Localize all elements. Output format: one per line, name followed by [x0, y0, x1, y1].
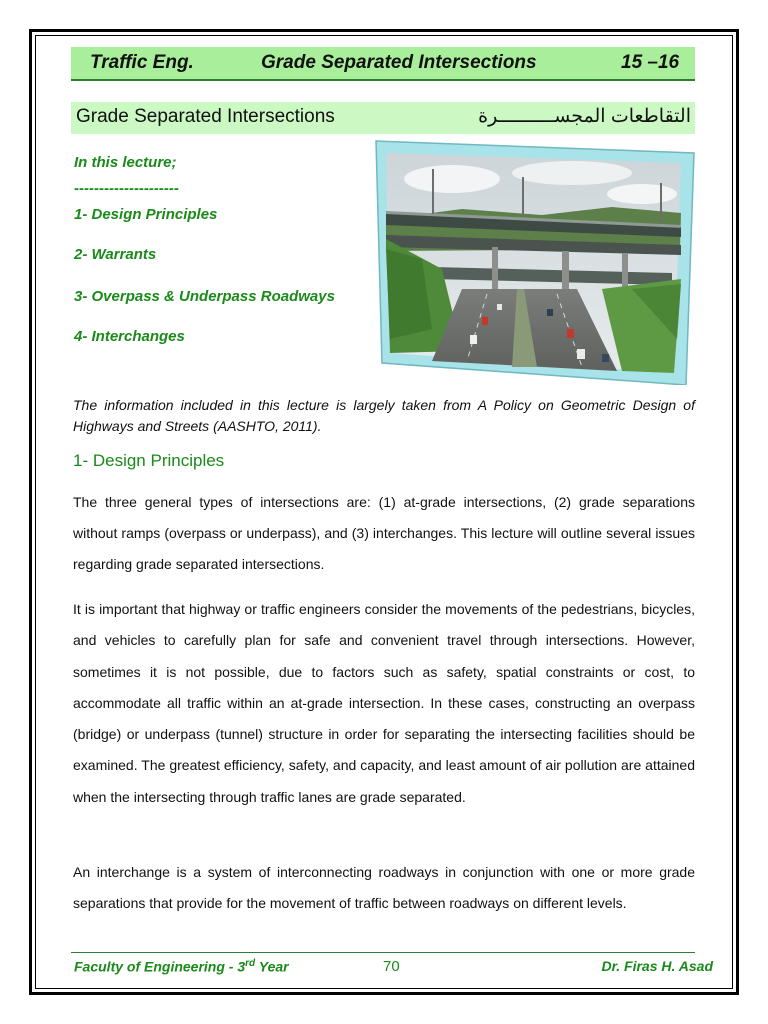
toc-divider: ---------------------: [74, 180, 179, 197]
paragraph: The three general types of intersections are: (1) at-grade intersections, (2) grade separations without ramps (overpass or underpass), and (3) interchanges. This lecture will outline several issues regarding grade separated intersections.: [73, 494, 695, 572]
section-title-arabic: التقاطعات المجســــــــــرة: [478, 106, 691, 127]
heading-design-principles: 1- Design Principles: [73, 451, 225, 470]
header-course: Traffic Eng.: [90, 52, 194, 73]
toc-item: 4- Interchanges: [74, 328, 185, 345]
toc-heading: In this lecture;: [74, 154, 177, 171]
footer-divider: [71, 952, 695, 953]
header-year: 15 –16: [621, 52, 680, 73]
toc-item: 2- Warrants: [74, 246, 157, 263]
footer-author: Dr. Firas H. Asad: [601, 958, 713, 974]
header-title: Grade Separated Intersections: [261, 52, 537, 73]
paragraph: An interchange is a system of interconnecting roadways in conjunction with one or more grade separations that provide for the movement of traffic between roadways on different levels.: [73, 864, 695, 911]
section-title: Grade Separated Intersections: [76, 106, 335, 127]
paragraph: It is important that highway or traffic engineers consider the movements of the pedestrians, bicycles, and vehicles to carefully plan for safe and convenient travel through intersections. However, sometimes it is not possible, due to factors such as safety, spatial constraints or cost, to accommodate all traffic within an at-grade intersection. In these cases, constructing an overpass (bridge) or underpass (tunnel) structure in order for separating the intersecting facilities should be examined. The greatest efficiency, safety, and capacity, and least amount of air pollution are attained when the intersecting through traffic lanes are grade separated.: [73, 601, 695, 805]
footer-faculty: Faculty of Engineering - 3rd Year: [74, 958, 289, 975]
interchange-photo: [372, 139, 698, 385]
page-header: [71, 47, 695, 81]
toc-item: 3- Overpass & Underpass Roadways: [74, 288, 335, 305]
toc-item: 1- Design Principles: [74, 206, 218, 223]
page-number: 70: [383, 958, 400, 975]
section-title-bar: [71, 102, 695, 134]
intro-note: The information included in this lecture is largely taken from A Policy on Geometric Design of Highways and Streets (AASHTO, 2011).: [73, 397, 695, 434]
